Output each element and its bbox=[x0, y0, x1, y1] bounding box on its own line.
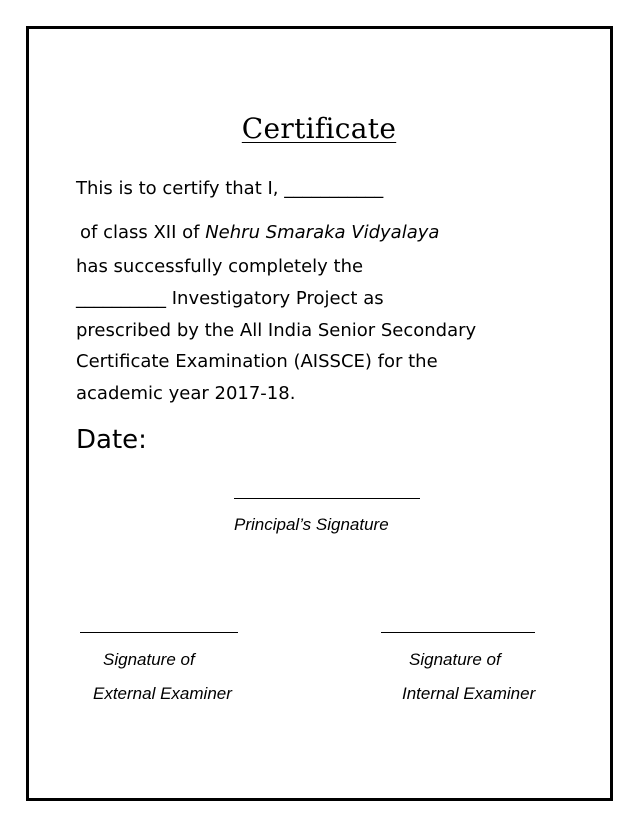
body-line-5: prescribed by the All India Senior Secondary bbox=[76, 320, 477, 341]
certificate-title: Certificate bbox=[241, 112, 397, 145]
principal-signature-line bbox=[234, 498, 420, 499]
internal-signature-line bbox=[381, 632, 535, 633]
external-signature-label-2: External Examiner bbox=[93, 684, 232, 703]
body-line-2-prefix: of class XII of bbox=[80, 222, 206, 243]
body-line-2 bbox=[80, 222, 439, 243]
principal-signature-label: Principal’s Signature bbox=[234, 515, 389, 534]
body-line-3: has successfully completely the bbox=[76, 256, 364, 277]
external-signature-line bbox=[80, 632, 238, 633]
body-line-6: Certificate Examination (AISSCE) for the bbox=[76, 351, 438, 372]
date-label: Date: bbox=[76, 425, 147, 455]
body-line-1: This is to certify that I, ___________ bbox=[76, 178, 384, 199]
internal-signature-label-2: Internal Examiner bbox=[402, 684, 536, 703]
body-line-7: academic year 2017-18. bbox=[76, 383, 296, 404]
internal-signature-label-1: Signature of bbox=[409, 650, 501, 669]
body-line-4: __________ Investigatory Project as bbox=[76, 288, 384, 309]
school-name: Nehru Smaraka Vidyalaya bbox=[205, 222, 440, 243]
external-signature-label-1: Signature of bbox=[103, 650, 195, 669]
